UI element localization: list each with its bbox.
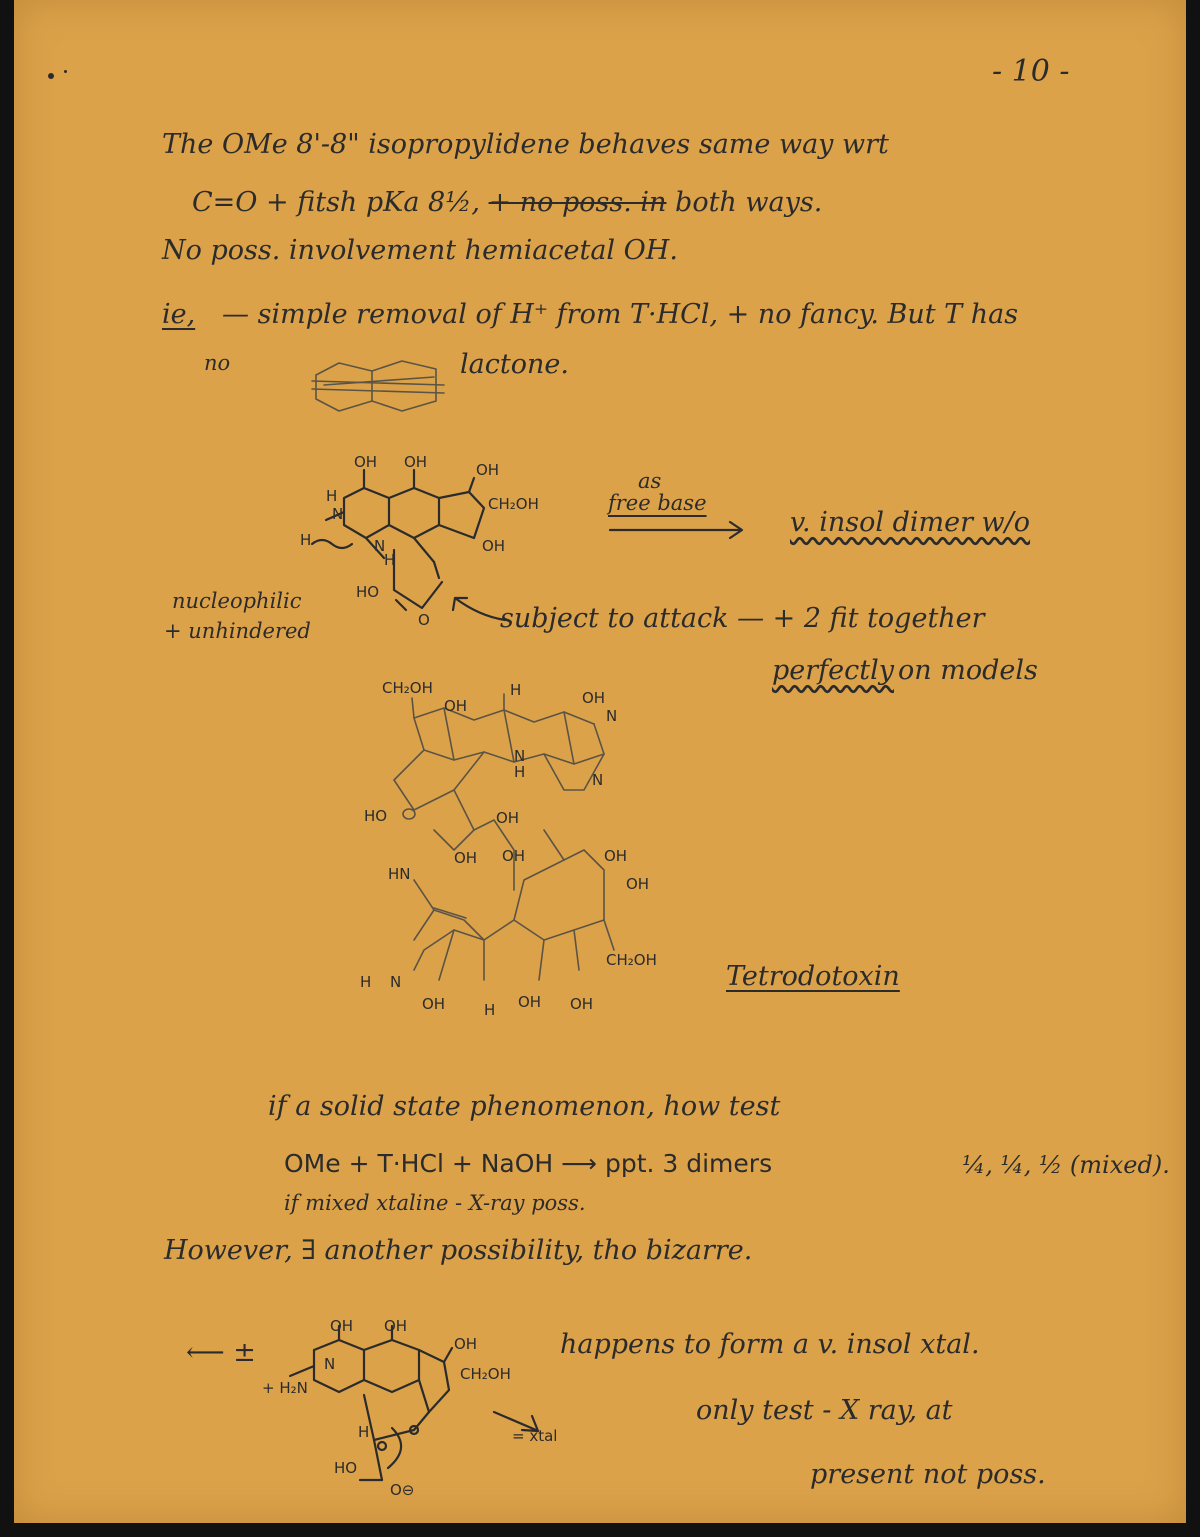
note-forms: happens to form a v. insol xtal. [560, 1329, 980, 1360]
bottom-label: OH [330, 1317, 354, 1335]
dimer-label: H [360, 973, 372, 991]
xtal-label: = xtal [512, 1427, 558, 1445]
dimer-label: CH₂OH [382, 679, 433, 697]
dimer-label: OH [570, 995, 594, 1013]
dimer-label: N [514, 747, 526, 765]
bottom-label: OH [384, 1317, 408, 1335]
note-no: no [204, 351, 231, 375]
label-o: O [418, 611, 430, 629]
note-xray-poss: if mixed xtaline - X-ray poss. [284, 1191, 586, 1215]
bottom-label: + H₂N [262, 1379, 308, 1397]
arrow-label-free-base: free base [608, 491, 707, 515]
dimer-label: H [484, 1001, 496, 1019]
bottom-label: O⊖ [390, 1481, 415, 1499]
dimer-label: OH [518, 993, 542, 1011]
label-ch2oh: CH₂OH [488, 495, 539, 513]
dimer-note [790, 508, 1030, 538]
bottom-label: N [324, 1355, 336, 1373]
dimer-label: OH [496, 809, 520, 827]
attack-pointer-arrow [439, 590, 509, 630]
note-line-1: The OMe 8'-8" isopropylidene behaves same way wrt [162, 129, 889, 160]
ink-mark [64, 70, 67, 73]
ink-mark [48, 73, 54, 79]
label-n: N [374, 537, 386, 555]
note-perfectly: perfectly [772, 655, 895, 686]
label-h: H [384, 551, 396, 569]
note-attack: subject to attack — + 2 fit together [500, 603, 985, 634]
note-unhindered: + unhindered [164, 619, 311, 643]
note-however: However, ∃ another possibility, tho bizarre. [164, 1235, 753, 1266]
note-solid-state: if a solid state phenomenon, how test [268, 1091, 781, 1122]
dimer-label: N [606, 707, 618, 725]
arrow-annotation-as: as [638, 469, 662, 493]
dimer-label: HN [388, 865, 411, 883]
dimer-label: OH [604, 847, 628, 865]
note-line-2a: C=O + fitsh pKa 8½, [192, 187, 480, 218]
dimer-label: OH [422, 995, 446, 1013]
note-fractions: ¼, ¼, ½ (mixed). [962, 1151, 1170, 1179]
crossed-out-ring-sketch [304, 355, 454, 420]
dimer-label: OH [626, 875, 650, 893]
note-on-models: on models [898, 655, 1038, 686]
note-line-2-strike: + no poss. in [488, 187, 667, 218]
label-ho: HO [356, 583, 380, 601]
dimer-label: CH₂OH [606, 951, 657, 969]
bottom-label: HO [334, 1459, 358, 1477]
dimer-label: OH [582, 689, 606, 707]
dimer-label: N [592, 771, 604, 789]
dimer-label: H [514, 763, 526, 781]
note-only-test: only test - X ray, at [696, 1395, 953, 1426]
label-oh: OH [404, 453, 428, 471]
label-n: N [332, 505, 344, 523]
dimer-label: OH [444, 697, 468, 715]
dimer-label: OH [502, 847, 526, 865]
note-lactone: lactone. [460, 349, 569, 380]
note-reaction: OMe + T·HCl + NaOH ⟶ ppt. 3 dimers [284, 1149, 773, 1178]
note-ie: ie, [162, 299, 196, 330]
zwitterion-structure-bottom [264, 1317, 474, 1520]
reaction-arrow [608, 514, 758, 544]
note-line-2b: both ways. [675, 187, 823, 218]
bottom-label: H [358, 1423, 370, 1441]
label-oh: OH [482, 537, 506, 555]
dimer-label: HO [364, 807, 388, 825]
note-nucleophilic: nucleophilic [172, 589, 302, 613]
label-h: H [300, 531, 312, 549]
note-line-2 [192, 188, 822, 218]
manuscript-page [14, 0, 1186, 1523]
bottom-label: CH₂OH [460, 1365, 511, 1383]
left-arrow-note: ⟵ ± [186, 1337, 256, 1368]
dimer-label: H [510, 681, 522, 699]
note-line-4: — simple removal of H⁺ from T·HCl, + no fancy. But T has [222, 299, 1019, 330]
bottom-label: OH [454, 1335, 478, 1353]
label-oh: OH [476, 461, 500, 479]
dimer-insol: v. insol dimer w/o [790, 507, 1031, 538]
note-present: present not poss. [810, 1459, 1046, 1490]
label-oh: OH [354, 453, 378, 471]
label-h: H [326, 487, 338, 505]
dimer-label: N [390, 973, 402, 991]
dimer-label: OH [454, 849, 478, 867]
note-line-3: No poss. involvement hemiacetal OH. [162, 235, 678, 266]
page-number: - 10 - [992, 54, 1070, 89]
tetrodotoxin-label: Tetrodotoxin [726, 961, 900, 992]
